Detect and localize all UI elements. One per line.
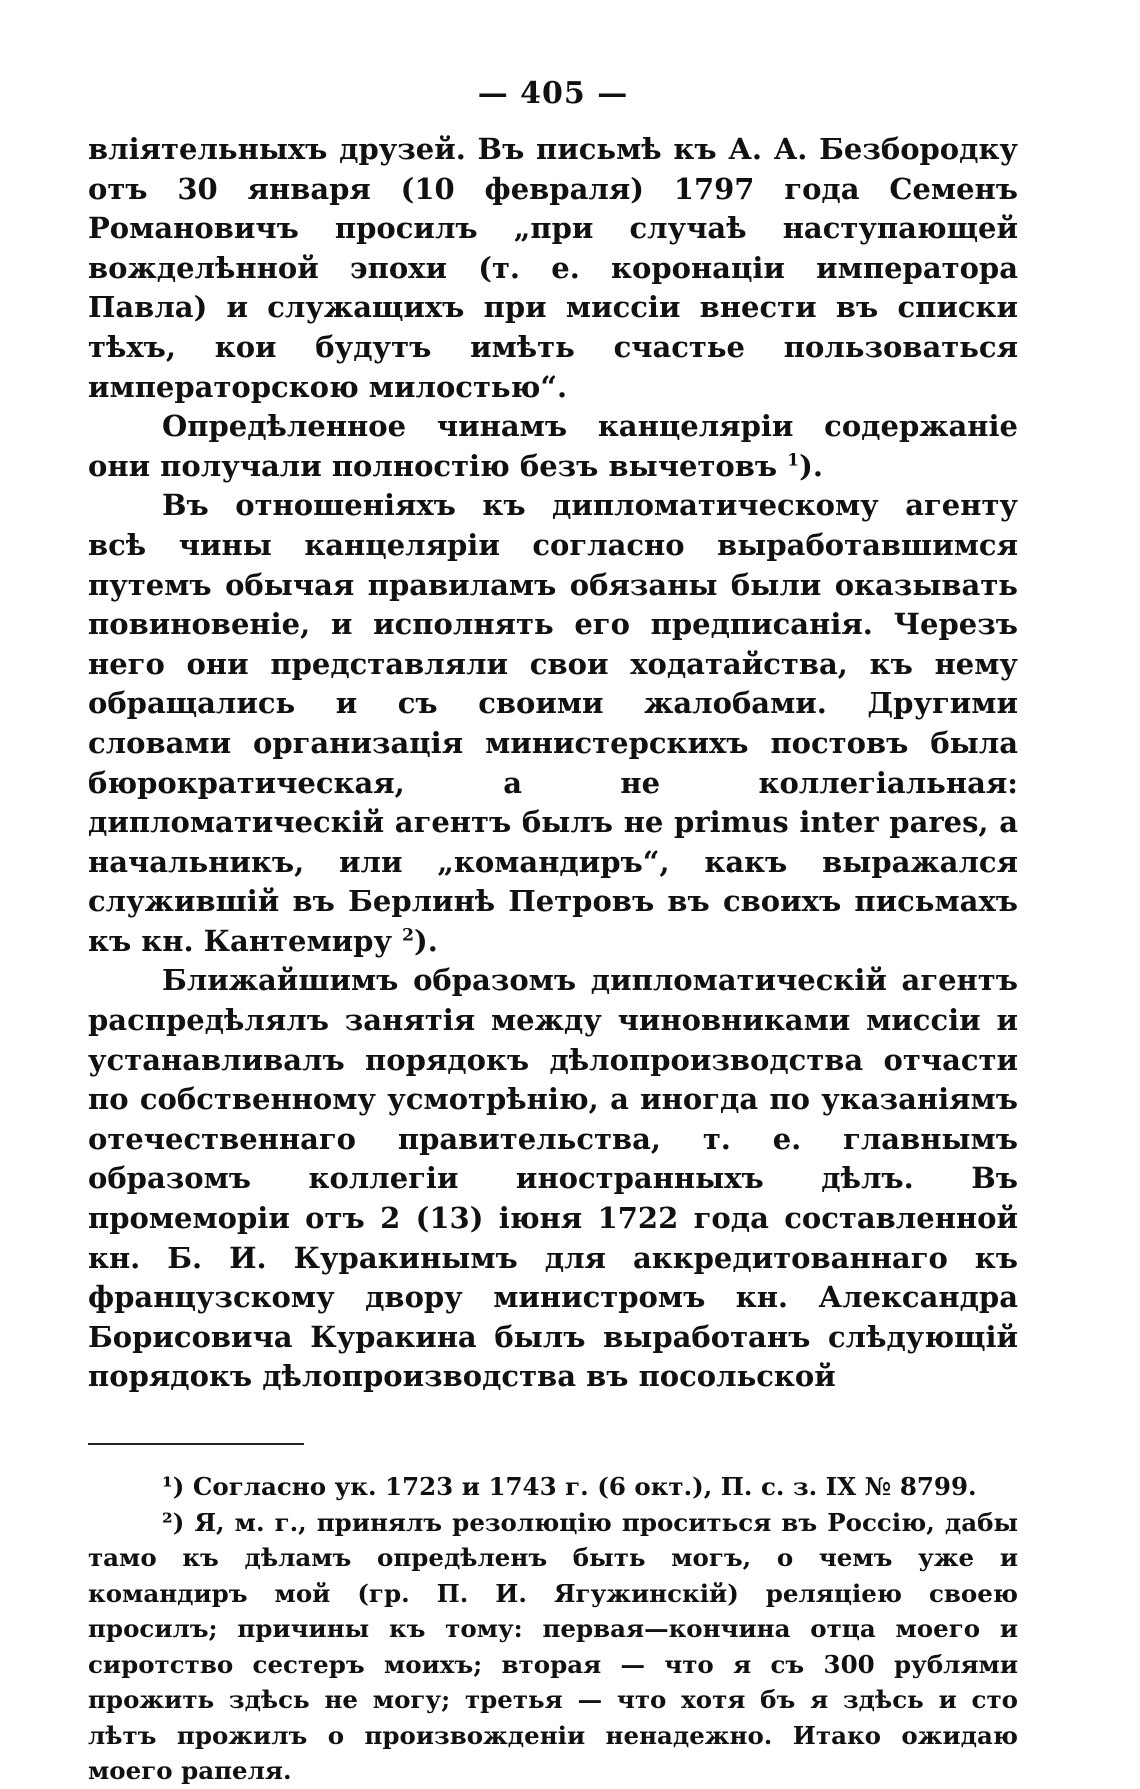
footnote-1 <box>88 1469 1018 1505</box>
footnote-ref-2: 2 <box>402 925 414 946</box>
paragraph-2-text: Опредѣленное чинамъ канцеляріи содержаніе они получали полностію безъ вычетовъ <box>88 409 1018 483</box>
footnote-1-mark: ¹) <box>162 1472 185 1501</box>
footnotes <box>88 1469 1018 1789</box>
paragraph-3 <box>88 486 1018 961</box>
paragraph-2 <box>88 407 1018 486</box>
page-number: — 405 — <box>477 76 629 111</box>
paragraph-3-text: Въ отношеніяхъ къ дипломатическому агенту всѣ чины канцеляріи согласно выработавшимся путемъ обычая правиламъ обязаны были оказывать повиновеніе, и исполнять его предписанія. Черезъ него они представляли свои ходатайства, къ нему обращались и съ своими жалобами. Другими словами организація министерскихъ постовъ была бюрократическая, а не коллегіальная: дипломатическій агентъ былъ не primus inter pares, а начальникъ, или „командиръ“, какъ выражался служившій въ Берлинѣ Петровъ въ своихъ письмахъ къ кн. Кантемиру <box>88 488 1018 958</box>
main-text <box>88 130 1018 1397</box>
footnote-2-mark: ²) <box>162 1507 185 1537</box>
paragraph-1: вліятельныхъ друзей. Въ письмѣ къ А. А. Безбородку отъ 30 января (10 февраля) 1797 года Семенъ Романовичъ просилъ „при случаѣ наступающей вожделѣнной эпохи (т. е. коронаціи императора Павла) и служащихъ при миссіи внести въ списки тѣхъ, кои будутъ имѣть счастье пользоваться императорскою милостью“. <box>88 132 1018 404</box>
footnote-2-text: Я, м. г., принялъ резолюцію проситься въ Россію, дабы тамо къ дѣламъ опредѣленъ быть могъ, о чемъ уже и командиръ мой (гр. П. И. Ягужинскій) реляціею своею просилъ; причины къ тому: первая—кончина отца моего и сиротство сестеръ моихъ; вторая — что я съ 300 рублями прожить здѣсь не могу; третья — что хотя бъ я здѣсь и сто лѣтъ прожилъ о произвожденіи ненадежно. Итако ожидаю моего рапеля. <box>88 1507 1019 1785</box>
footnote-ref-2-close: ). <box>413 923 438 958</box>
footnote-ref-1-close: ). <box>799 448 823 483</box>
footnote-2 <box>88 1505 1018 1789</box>
paragraph-4: Ближайшимъ образомъ дипломатическій агентъ распредѣлялъ занятія между чиновниками миссіи и устанавливалъ порядокъ дѣлопроизводства отчасти по собственному усмотрѣнію, а иногда по указаніямъ отечественнаго правительства, т. е. главнымъ образомъ коллегіи иностранныхъ дѣлъ. Въ промеморіи отъ 2 (13) іюня 1722 года составленной кн. Б. И. Куракинымъ для аккредитованнаго къ французскому двору министромъ кн. Александра Борисовича Куракина былъ выработанъ слѣдующій порядокъ дѣлопроизводства въ посольской <box>88 963 1018 1394</box>
footnote-divider <box>88 1443 304 1445</box>
book-page <box>88 72 1018 1789</box>
footnote-ref-1: 1 <box>787 450 800 471</box>
footnote-1-text: Согласно ук. 1723 и 1743 г. (6 окт.), П. с. з. IX № 8799. <box>192 1472 977 1501</box>
